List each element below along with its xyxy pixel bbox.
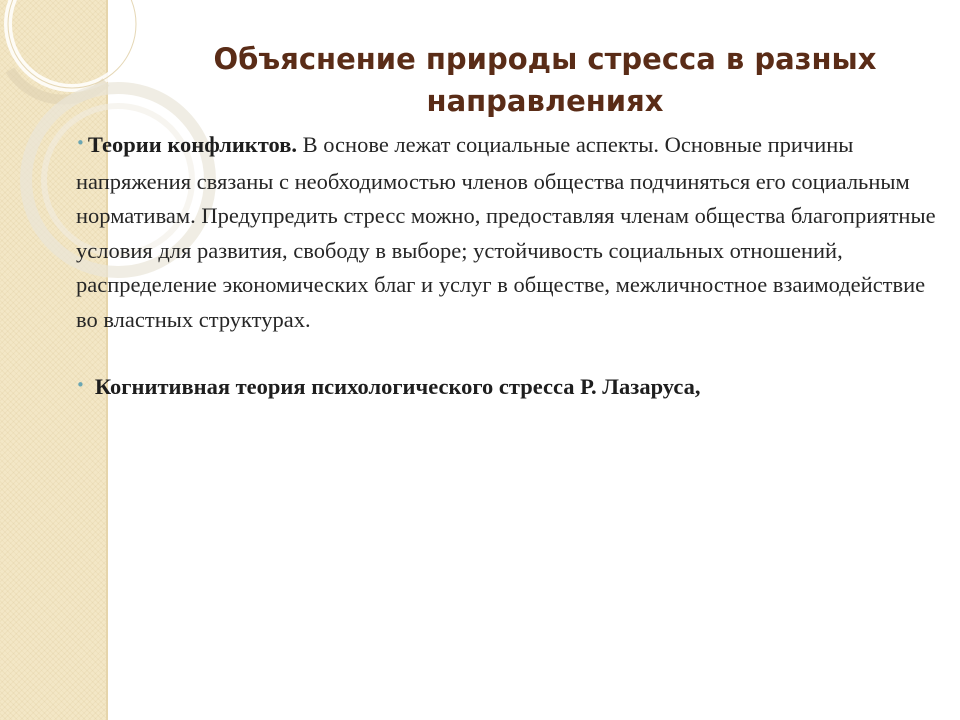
slide-body: [76, 128, 936, 407]
bullet-conflict-theory: [76, 128, 936, 337]
conflict-theory-text: В основе лежат социальные аспекты. Основные причины напряжения связаны с необходимостью членов общества подчиняться его социальным нормативам. Предупредить стресс можно, предоставляя членам общества благоприятные условия для развития, свободу в выборе; устойчивость социальных отношений, распределение экономических благ и услуг в обществе, межличностное взаимодействие во властных структурах.: [76, 132, 936, 332]
bullet-icon: •: [76, 134, 85, 152]
bullet-cognitive-theory: [76, 370, 936, 407]
cognitive-theory-heading: Когнитивная теория психологического стресса Р. Лазаруса,: [94, 374, 701, 399]
conflict-theory-heading: Теории конфликтов.: [87, 132, 297, 157]
bullet-icon: •: [76, 376, 85, 394]
slide-title: Объяснение природы стресса в разных направлениях: [213, 42, 877, 118]
